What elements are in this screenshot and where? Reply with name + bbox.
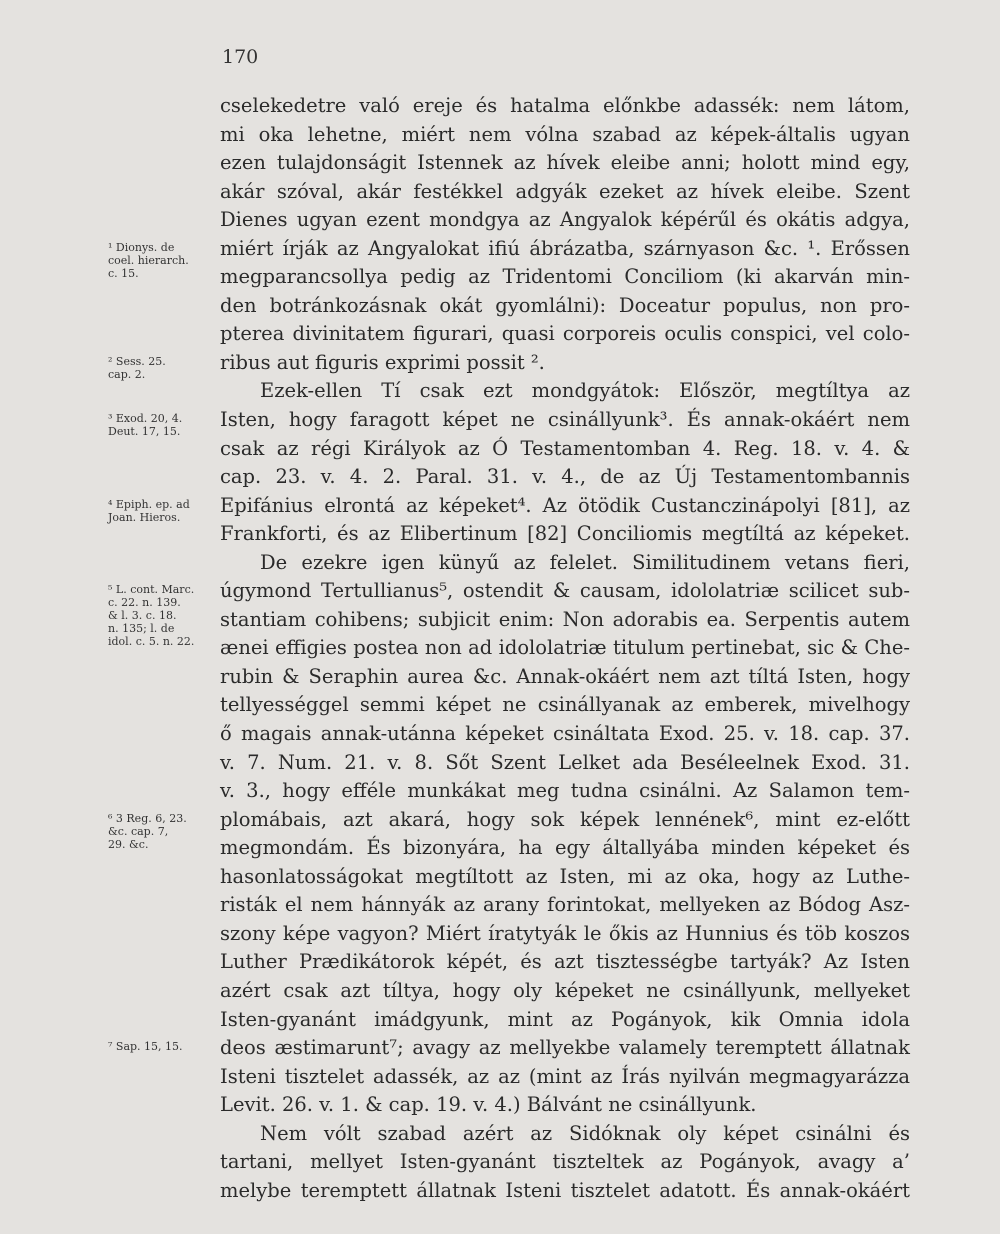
margin-note [108, 1040, 220, 1053]
text-line: csak az régi Királyok az Ó Testamentomban 4. Reg. 18. v. 4. & [220, 436, 910, 460]
text-line: Nem vólt szabad azért az Sidóknak oly képet csinálni és [260, 1121, 910, 1145]
margin-note-row: Joan. Hieros. [108, 510, 181, 524]
text-line: rubin & Seraphin aurea &c. Annak-okáért nem azt tíltá Isten, hogy [220, 664, 910, 688]
text-line: melybe teremptett állatnak Isteni tisztelet adatott. És annak-okáért [220, 1178, 910, 1202]
text-line: tellyességgel semmi képet ne csinállyanak az emberek, mivelhogy [220, 693, 910, 717]
text-line: Levit. 26. v. 1. & cap. 19. v. 4.) Bálvánt ne csinállyunk. [220, 1093, 757, 1117]
margin-note-row: & l. 3. c. 18. [108, 609, 177, 623]
text-line: mi oka lehetne, miért nem vólna szabad az képek-általis ugyan [220, 122, 910, 146]
text-line: azért csak azt tíltya, hogy oly képeket ne csinállyunk, mellyeket [220, 978, 910, 1002]
text-line: Dienes ugyan ezent mondgya az Angyalok képérűl és okátis adgya, [220, 208, 910, 232]
text-line: v. 3., hogy efféle munkákat meg tudna csinálni. Az Salamon tem- [220, 779, 910, 803]
text-line: Luther Prædikátorok képét, és azt tisztességbe tartyák? Az Isten [220, 950, 910, 974]
text-line: hasonlatosságokat megtíltott az Isten, mi az oka, hogy az Luthe- [220, 864, 910, 888]
margin-note-row: ⁶ 3 Reg. 6, 23. [108, 811, 187, 825]
text-line: pterea divinitatem figurari, quasi corporeis oculis conspici, vel colo- [220, 322, 910, 346]
margin-note-row: ⁵ L. cont. Marc. [108, 583, 195, 597]
margin-note [108, 498, 220, 524]
text-line: megparancsollya pedig az Tridentomi Conciliom (ki akarván min- [220, 265, 910, 289]
body-text [220, 92, 910, 1205]
text-line: risták el nem hánnyák az arany forintokat, mellyeken az Bódog Asz- [220, 893, 910, 917]
margin-note [108, 812, 220, 851]
text-line: Frankforti, és az Elibertinum [82] Conciliomis megtíltá az képeket. [220, 522, 910, 546]
text-line: szony képe vagyon? Miért íratytyák le őkis az Hunnius és töb koszos [220, 921, 910, 945]
text-line: plomábais, azt akará, hogy sok képek lennének⁶, mint ez-előtt [220, 807, 910, 831]
margin-note [108, 241, 220, 280]
text-line: Isten, hogy faragott képet ne csinállyunk³. És annak-okáért nem [220, 408, 910, 432]
text-line: akár szóval, akár festékkel adgyák ezeket az hívek eleibe. Szent [220, 179, 910, 203]
page-number: 170 [222, 46, 259, 68]
margin-note-row: n. 135; l. de [108, 622, 175, 636]
text-line: tartani, mellyet Isten-gyanánt tiszteltek az Pogányok, avagy a’ [220, 1150, 910, 1174]
text-line: ribus aut figuris exprimi possit ². [220, 350, 545, 374]
margin-note [108, 412, 220, 438]
margin-note-row: ¹ Dionys. de [108, 240, 175, 254]
text-line: ő magais annak-utánna képeket csináltata Exod. 25. v. 18. cap. 37. [220, 722, 910, 746]
margin-note [108, 583, 220, 648]
margin-note-row: cap. 2. [108, 367, 146, 381]
text-line: Isten-gyanánt imádgyunk, mint az Pogányok, kik Omnia idola [220, 1007, 910, 1031]
text-line: v. 7. Num. 21. v. 8. Sőt Szent Lelket ada Beséleelnek Exod. 31. [220, 750, 910, 774]
margin-note-row: c. 15. [108, 266, 139, 280]
margin-note-row: ² Sess. 25. [108, 354, 166, 368]
text-line: den botránkozásnak okát gyomlálni): Doceatur populus, non pro- [220, 293, 910, 317]
margin-note-row: coel. hierarch. [108, 253, 189, 267]
margin-note-row: c. 22. n. 139. [108, 596, 181, 610]
text-line: úgymond Tertullianus⁵, ostendit & causam, idololatriæ scilicet sub- [220, 579, 910, 603]
text-line: stantiam cohibens; subjicit enim: Non adorabis ea. Serpentis autem [220, 607, 910, 631]
text-line: miért írják az Angyalokat ifiú ábrázatba, szárnyason &c. ¹. Erőssen [220, 236, 910, 260]
text-line: megmondám. És bizonyára, ha egy általlyába minden képeket és [220, 836, 910, 860]
text-line: De ezekre igen künyű az felelet. Similitudinem vetans fieri, [260, 550, 910, 574]
margin-note-row: &c. cap. 7, [108, 824, 169, 838]
text-line: deos æstimarunt⁷; avagy az mellyekbe valamely teremptett állatnak [220, 1036, 910, 1060]
text-line: cselekedetre való ereje és hatalma előnkbe adassék: nem látom, [220, 94, 910, 117]
text-line: Ezek-ellen Tí csak ezt mondgyátok: Először, megtíltya az [260, 379, 910, 403]
margin-note-row: idol. c. 5. n. 22. [108, 635, 195, 649]
text-line: Isteni tisztelet adassék, az az (mint az Írás nyilván megmagyarázza [220, 1064, 910, 1088]
margin-note-row: ⁴ Epiph. ep. ad [108, 497, 190, 511]
text-line: ænei effigies postea non ad idololatriæ titulum pertinebat, sic & Che- [220, 636, 910, 660]
margin-note-row: ⁷ Sap. 15, 15. [108, 1040, 183, 1054]
margin-note [108, 355, 220, 381]
margin-note-row: ³ Exod. 20, 4. [108, 412, 183, 426]
text-line: cap. 23. v. 4. 2. Paral. 31. v. 4., de az Új Testamentombannis [220, 465, 910, 489]
margin-note-row: 29. &c. [108, 837, 149, 851]
text-line: ezen tulajdonságit Istennek az hívek eleibe anni; holott mind egy, [220, 151, 910, 175]
text-line: Epifánius elrontá az képeket⁴. Az ötödik Custanczinápolyi [81], az [220, 493, 910, 517]
margin-note-row: Deut. 17, 15. [108, 425, 181, 439]
